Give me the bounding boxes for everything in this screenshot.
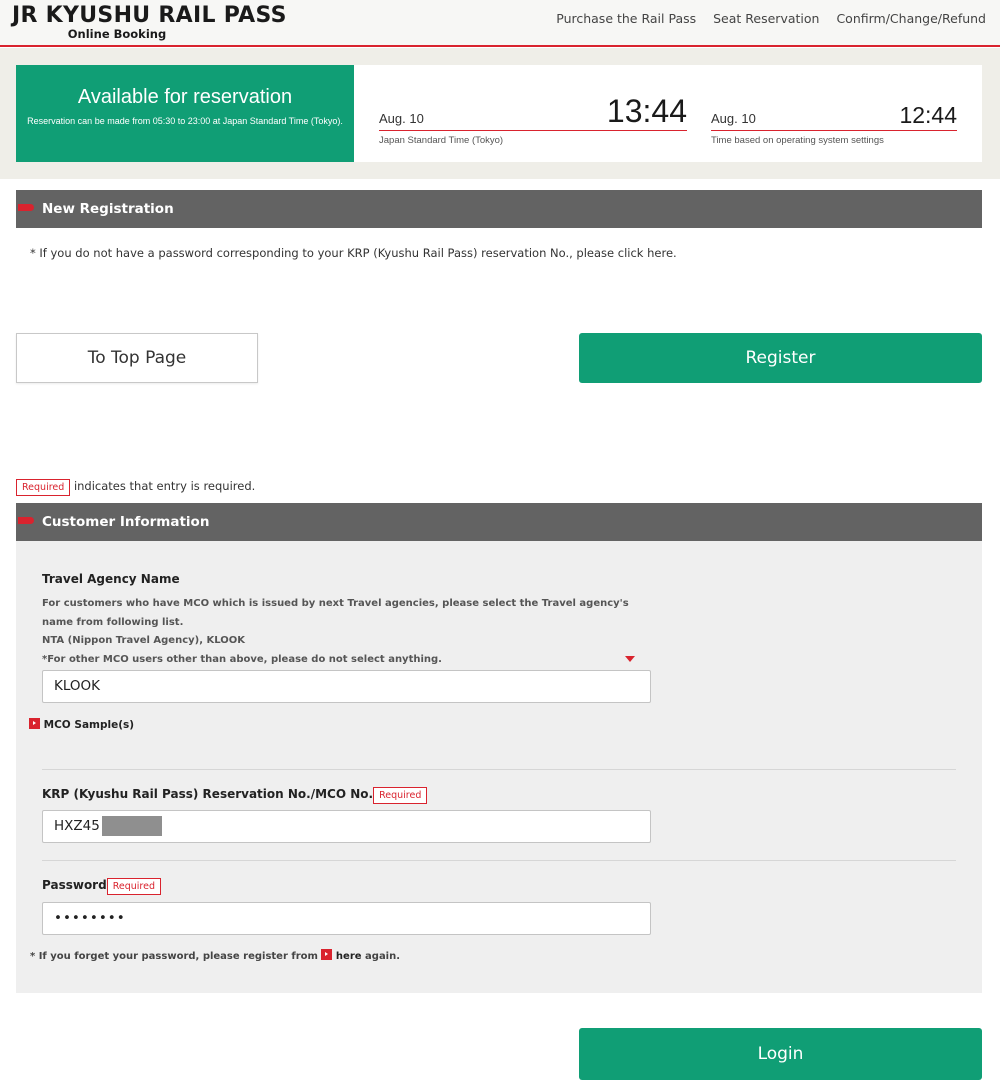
password-label-text: Password: [42, 878, 107, 892]
reservation-no-label-text: KRP (Kyushu Rail Pass) Reservation No./MCO No.: [42, 787, 374, 801]
required-badge: Required: [373, 787, 427, 804]
system-clock: [711, 81, 957, 146]
forgot-password-suffix: again.: [365, 951, 401, 962]
customer-information-title: Customer Information: [42, 514, 210, 530]
reservation-no-input[interactable]: [42, 810, 651, 843]
login-button[interactable]: Login: [579, 1028, 982, 1080]
red-square-arrow-icon: [29, 718, 40, 729]
description-line: For customers who have MCO which is issued by next Travel agencies, please select the Travel agency's: [42, 598, 629, 609]
logo-sub-text: Online Booking: [67, 27, 167, 41]
required-badge: Required: [16, 479, 70, 496]
nav-confirm-change-refund[interactable]: Confirm/Change/Refund: [836, 11, 986, 26]
description-line: name from following list.: [42, 616, 184, 628]
reservation-no-value: HXZ45: [54, 818, 100, 834]
availability-subtitle: Reservation can be made from 05:30 to 23:00 at Japan Standard Time (Tokyo).: [27, 116, 343, 126]
jst-time: 13:44: [606, 93, 687, 129]
site-logo[interactable]: [12, 4, 287, 41]
required-legend-text: indicates that entry is required.: [73, 479, 256, 493]
password-label: [42, 878, 161, 895]
system-time: 12:44: [899, 102, 957, 128]
forgot-password-note: [30, 949, 400, 962]
system-date: Aug. 10: [711, 111, 756, 126]
availability-title: Available for reservation: [77, 86, 293, 108]
nav-purchase-rail-pass[interactable]: Purchase the Rail Pass: [556, 11, 697, 26]
jst-clock: [379, 81, 687, 146]
customer-information-header: [16, 503, 982, 541]
required-legend: [16, 479, 255, 496]
availability-banner: [16, 65, 354, 162]
logo-main-text: JR KYUSHU RAIL PASS: [12, 3, 287, 28]
forgot-password-prefix: * If you forget your password, please register from: [30, 951, 318, 962]
travel-agency-select[interactable]: KLOOK: [42, 670, 651, 703]
nav-seat-reservation[interactable]: Seat Reservation: [713, 11, 820, 26]
red-square-arrow-icon: [321, 949, 332, 960]
description-line: *For other MCO users other than above, please do not select anything.: [42, 653, 442, 665]
description-line: NTA (Nippon Travel Agency), KLOOK: [42, 635, 246, 646]
red-flag-icon: [18, 204, 34, 211]
new-registration-note[interactable]: * If you do not have a password corresponding to your KRP (Kyushu Rail Pass) reservation No., please click here.: [30, 246, 677, 260]
new-registration-header: [16, 190, 982, 228]
site-header: [0, 0, 1000, 47]
redaction-mask: [102, 816, 162, 836]
register-button[interactable]: Register: [579, 333, 982, 383]
password-input[interactable]: ••••••••: [42, 902, 651, 935]
mco-sample-link[interactable]: [29, 718, 134, 731]
system-caption: Time based on operating system settings: [711, 135, 884, 146]
reservation-no-label: [42, 787, 427, 804]
clock-panel: [354, 65, 982, 162]
forgot-password-here-link[interactable]: here: [335, 951, 362, 962]
travel-agency-description: [42, 595, 629, 669]
new-registration-title: New Registration: [42, 201, 174, 217]
divider: [42, 860, 956, 861]
top-navigation: [556, 11, 986, 26]
jst-caption: Japan Standard Time (Tokyo): [379, 135, 504, 146]
status-band: [0, 48, 1000, 179]
dropdown-caret-icon[interactable]: [625, 656, 635, 662]
jst-date: Aug. 10: [379, 111, 424, 126]
divider: [42, 769, 956, 770]
red-flag-icon: [18, 517, 34, 524]
to-top-page-button[interactable]: To Top Page: [16, 333, 258, 383]
customer-information-panel: [16, 541, 982, 993]
mco-sample-label: MCO Sample(s): [43, 719, 135, 731]
required-badge: Required: [107, 878, 161, 895]
travel-agency-label: Travel Agency Name: [42, 572, 180, 586]
